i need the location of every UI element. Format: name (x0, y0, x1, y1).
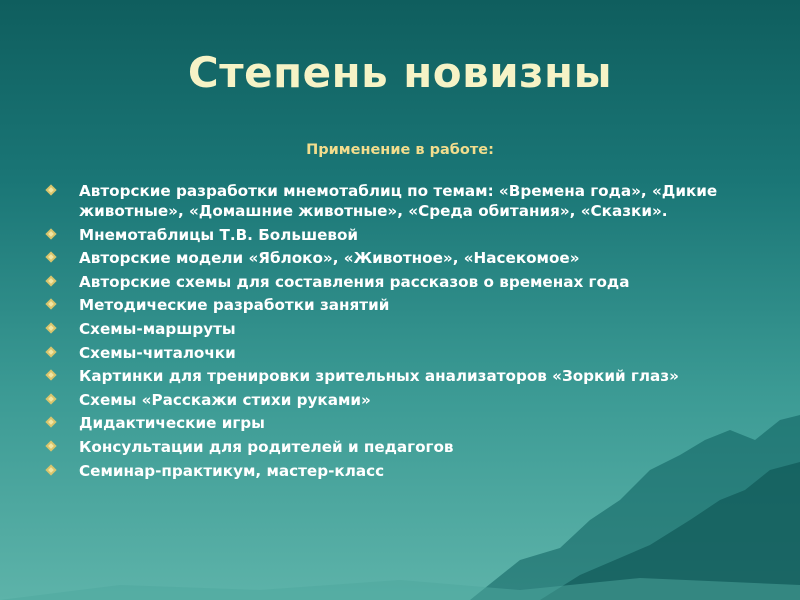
list-item (47, 181, 777, 221)
list-item (47, 461, 777, 481)
slide-title: Степень новизны (187, 48, 613, 97)
diamond-bullet-icon (45, 464, 56, 475)
list-item (47, 366, 777, 386)
list-item (47, 390, 777, 410)
diamond-bullet-icon (45, 393, 56, 404)
list-item-text: Схемы «Расскажи стихи руками» (79, 390, 371, 409)
diamond-bullet-icon (45, 417, 56, 428)
list-item-text: Авторские модели «Яблоко», «Животное», «Насекомое» (79, 249, 580, 268)
diamond-bullet-icon (45, 299, 56, 310)
diamond-bullet-icon (45, 275, 56, 286)
diamond-bullet-icon (45, 184, 56, 195)
list-item (47, 343, 777, 363)
list-item (47, 413, 777, 433)
diamond-bullet-icon (45, 369, 56, 380)
list-item-text: Схемы-читалочки (79, 343, 236, 362)
bullet-list (47, 181, 777, 484)
list-item (47, 225, 777, 245)
list-item (47, 272, 777, 292)
diamond-bullet-icon (45, 228, 56, 239)
list-item (47, 248, 777, 268)
list-item-text: Консультации для родителей и педагогов (79, 437, 454, 456)
list-item-text: Методические разработки занятий (79, 296, 390, 315)
list-item-text: Мнемотаблицы Т.В. Большевой (79, 225, 359, 244)
list-item (47, 295, 777, 315)
diamond-bullet-icon (45, 322, 56, 333)
list-item-text: Авторские разработки мнемотаблиц по темам: «Времена года», «Дикие животные», «Домашние животные», «Среда обитания», «Сказки». (79, 182, 718, 220)
list-item-text: Авторские схемы для составления рассказов о временах года (79, 272, 630, 291)
list-item-text: Схемы-маршруты (79, 319, 236, 338)
list-item-text: Картинки для тренировки зрительных анализаторов «Зоркий глаз» (79, 367, 679, 386)
diamond-bullet-icon (45, 346, 56, 357)
diamond-bullet-icon (45, 440, 56, 451)
list-item (47, 437, 777, 457)
list-item-text: Дидактические игры (79, 414, 265, 433)
diamond-bullet-icon (45, 252, 56, 263)
list-item-text: Семинар-практикум, мастер-класс (79, 461, 385, 480)
slide-subtitle: Применение в работе: (306, 142, 494, 158)
list-item (47, 319, 777, 339)
